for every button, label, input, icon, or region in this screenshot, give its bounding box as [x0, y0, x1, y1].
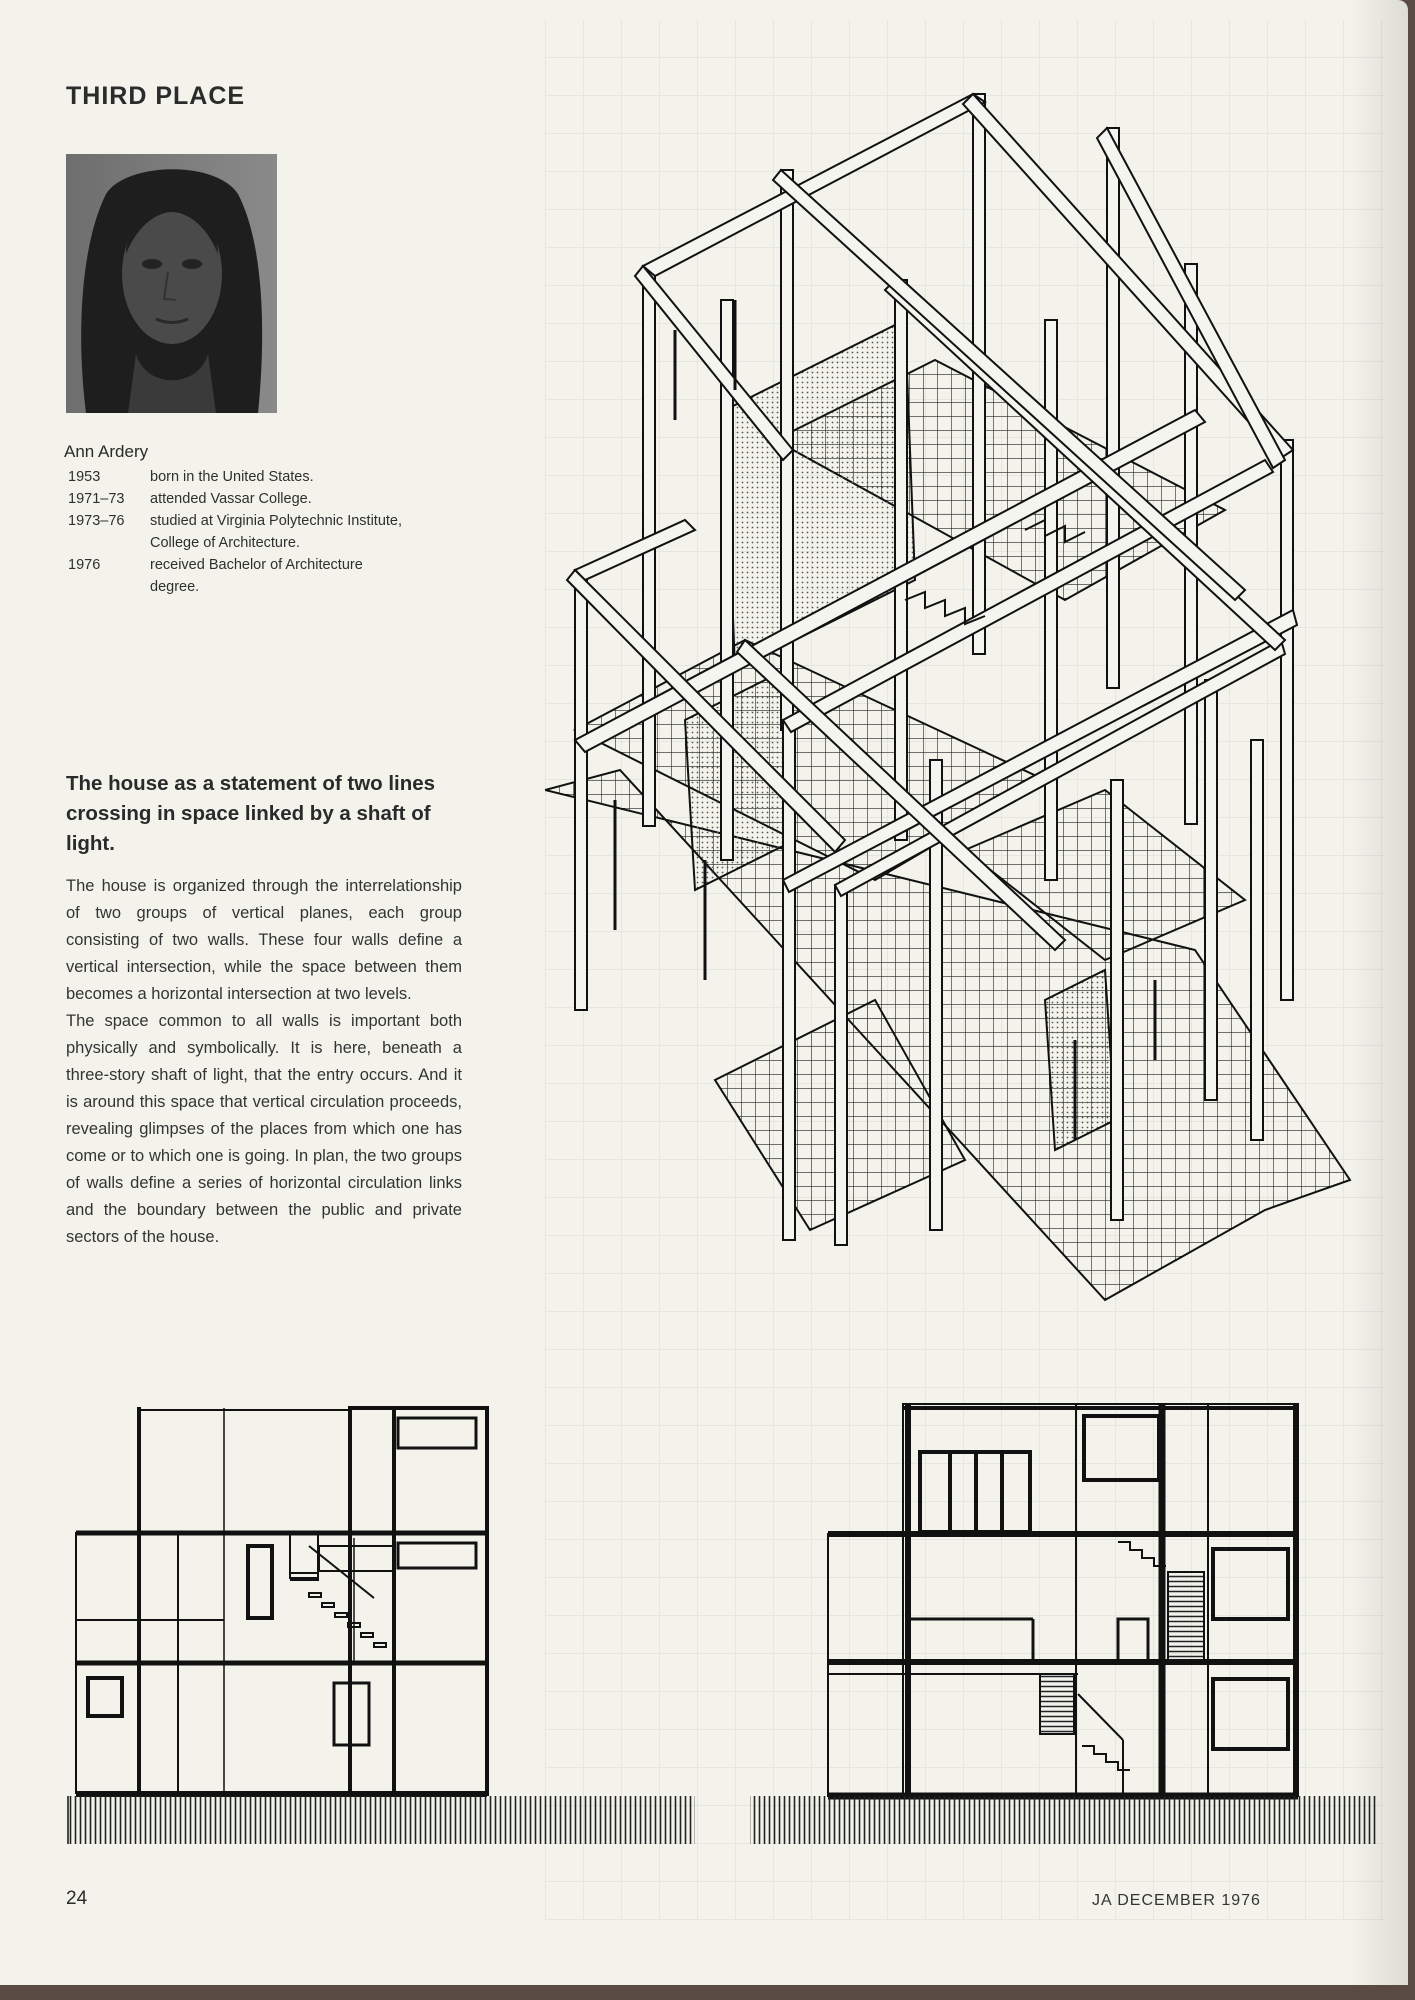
- axonometric-drawing: [545, 80, 1355, 1305]
- bio-row: [66, 554, 411, 598]
- bio-row: [66, 510, 411, 554]
- bio-year: 1953: [68, 469, 101, 485]
- page-number: 24: [66, 1888, 88, 1909]
- bio-text: studied at Virginia Polytechnic Institute, College of Architecture.: [150, 513, 403, 551]
- article-body: [66, 873, 462, 1251]
- journal-issue: JA DECEMBER 1976: [1092, 1892, 1261, 1909]
- bio-row: [66, 466, 411, 488]
- bio-year: 1973–76: [68, 513, 125, 529]
- bio-text: attended Vassar College.: [150, 491, 312, 507]
- bio-year: 1971–73: [68, 491, 125, 507]
- bio-text: received Bachelor of Architecture degree.: [150, 557, 363, 595]
- author-name: Ann Ardery: [64, 442, 149, 461]
- section-drawing-left: [64, 1398, 704, 1848]
- article-title: THIRD PLACE: [66, 82, 246, 110]
- author-bio: [66, 466, 411, 598]
- bio-year: 1976: [68, 557, 101, 573]
- body-paragraph: The space common to all walls is important both physically and symbolically. It is here, beneath a three-story shaft of light, that the entry occurs. And it is around this space that vertical circulation proceeds, revealing glimpses of the places from which one has come or to which one is going. In plan, the two groups of walls define a series of horizontal circulation links and the boundary between the public and private sectors of the house.: [66, 1012, 462, 1246]
- bio-text: born in the United States.: [150, 469, 314, 485]
- bio-row: [66, 488, 411, 510]
- author-portrait: [66, 154, 277, 413]
- body-paragraph: The house is organized through the interrelationship of two groups of vertical planes, each group consisting of two walls. These four walls define a vertical intersection, while the space between them becomes a horizontal intersection at two levels.: [66, 877, 462, 1003]
- section-drawing-right: [748, 1394, 1388, 1849]
- article-heading: The house as a statement of two lines crossing in space linked by a shaft of light.: [66, 772, 436, 855]
